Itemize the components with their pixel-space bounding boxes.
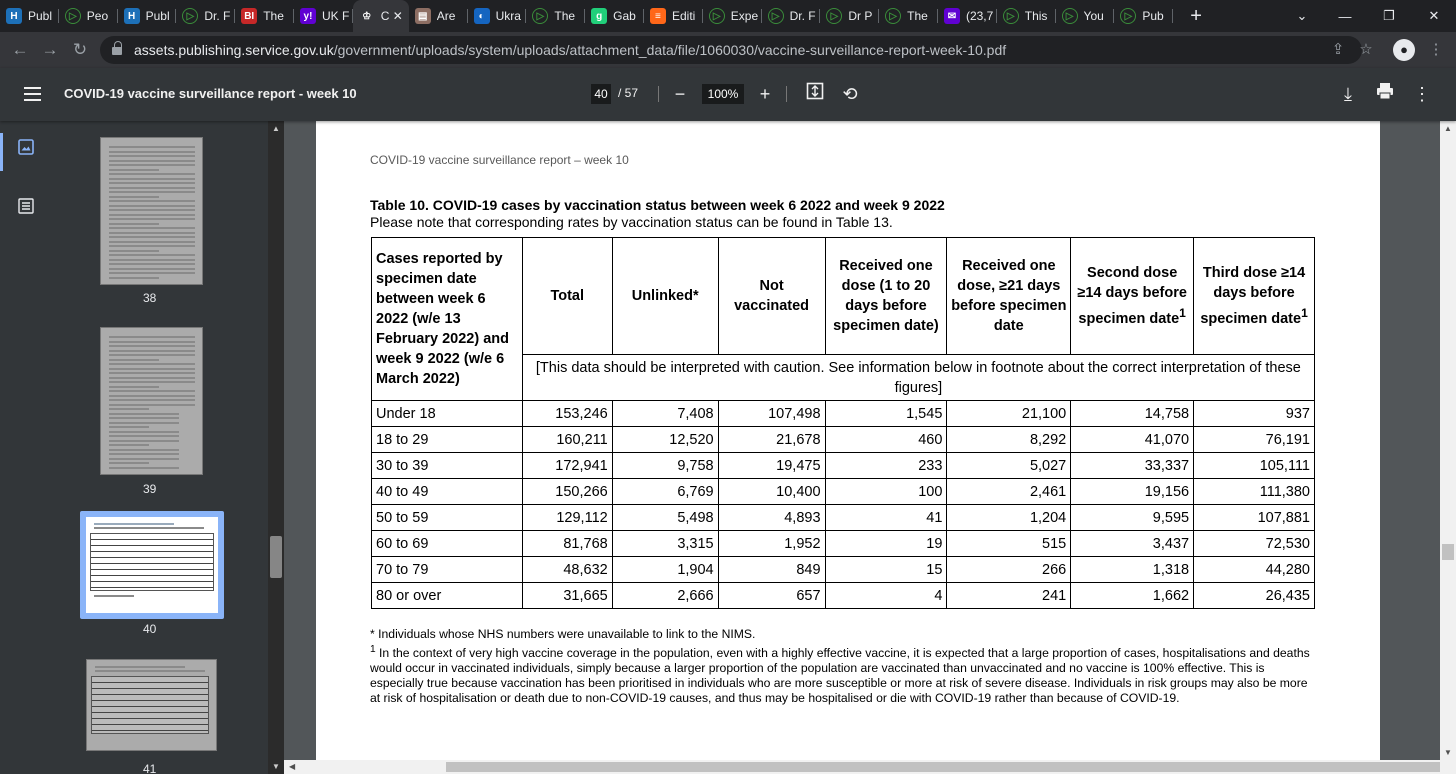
table-cell: 233 bbox=[825, 453, 947, 479]
thumbnail-text-line bbox=[109, 259, 195, 261]
yahoo-icon: y! bbox=[300, 8, 316, 24]
age-group-cell: Under 18 bbox=[372, 401, 523, 427]
table-cell: 1,318 bbox=[1071, 557, 1194, 583]
thumbnail-text-line bbox=[109, 458, 179, 460]
table-cell: 72,530 bbox=[1194, 531, 1315, 557]
thumbnail-text-line bbox=[109, 408, 149, 410]
scroll-down-arrow-icon[interactable]: ▼ bbox=[272, 762, 280, 771]
table-cell: 21,100 bbox=[947, 401, 1071, 427]
table-cell: 100 bbox=[825, 479, 947, 505]
globe-icon: ◐ bbox=[474, 8, 490, 24]
table-cell: 5,498 bbox=[612, 505, 718, 531]
table-cell: 8,292 bbox=[947, 427, 1071, 453]
url-host: assets.publishing.service.gov.uk bbox=[134, 42, 334, 58]
table-row bbox=[372, 557, 1315, 583]
thumbnail-text-line bbox=[109, 336, 195, 338]
play-icon: ▷ bbox=[1003, 8, 1019, 24]
thumbnail-text-line bbox=[109, 354, 195, 356]
table-cell: 41 bbox=[825, 505, 947, 531]
page-number-input[interactable]: 40 bbox=[591, 84, 611, 104]
thumbnail-text-line bbox=[109, 372, 195, 374]
table-row bbox=[372, 583, 1315, 609]
thumbnail-text-line bbox=[109, 218, 195, 220]
age-group-cell: 18 to 29 bbox=[372, 427, 523, 453]
browser-tab[interactable] bbox=[118, 0, 177, 32]
substack-icon: ≡ bbox=[650, 8, 666, 24]
tab-title: The bbox=[263, 9, 284, 23]
table-cell: 48,632 bbox=[522, 557, 612, 583]
play-icon: ▷ bbox=[532, 8, 548, 24]
play-icon: ▷ bbox=[768, 8, 784, 24]
tab-title: Pub bbox=[1142, 9, 1164, 23]
page-scroll-thumb[interactable] bbox=[1442, 544, 1454, 560]
thumbnail-text-line bbox=[109, 160, 195, 162]
table-cell: 41,070 bbox=[1071, 427, 1194, 453]
table-cell: 160,211 bbox=[522, 427, 612, 453]
table-cell: 2,666 bbox=[612, 583, 718, 609]
table-cell: 105,111 bbox=[1194, 453, 1315, 479]
page-thumbnail[interactable] bbox=[100, 327, 203, 475]
restore-icon[interactable]: ❐ bbox=[1383, 8, 1395, 23]
close-tab-icon[interactable]: ✕ bbox=[392, 9, 403, 23]
table-cell: 3,315 bbox=[612, 531, 718, 557]
tab-title: The bbox=[907, 9, 928, 23]
table-title: Table 10. COVID-19 cases by vaccination status between week 6 2022 and week 9 2022 bbox=[370, 197, 945, 213]
browser-tab[interactable] bbox=[1056, 0, 1115, 32]
table-cell: 6,769 bbox=[612, 479, 718, 505]
column-header: Received one dose (1 to 20 days before specimen date) bbox=[825, 238, 947, 355]
share-icon[interactable]: ⇪ bbox=[1331, 41, 1345, 58]
table-cell: 21,678 bbox=[718, 427, 825, 453]
reload-icon[interactable]: ↻ bbox=[72, 40, 88, 59]
thumbnail-text-line bbox=[109, 431, 179, 433]
table-cell: 153,246 bbox=[522, 401, 612, 427]
table-cell: 33,337 bbox=[1071, 453, 1194, 479]
browser-tab[interactable] bbox=[1114, 0, 1173, 32]
close-window-icon[interactable]: ✕ bbox=[1428, 8, 1440, 23]
crown-icon: ♔ bbox=[359, 8, 375, 24]
thumbnail-text-line bbox=[109, 467, 179, 469]
rotate-icon[interactable]: ⟲ bbox=[842, 84, 858, 104]
table-cell: 1,904 bbox=[612, 557, 718, 583]
column-header: Received one dose, ≥21 days before specimen date bbox=[947, 238, 1071, 355]
thumbnail-text-line bbox=[109, 453, 179, 455]
thumbnail-text-line bbox=[109, 191, 195, 193]
footnote-1: $^1$ In the context of very high vaccine coverage in the population, even with a highly effective vaccine, it is expected that a large proportion of cases, hospitalisations and deaths would occur in vaccinated individuals, simply because a larger proportion of the population are vaccinated than unvaccinated and no vaccine is 100% effective. This is especially true because vaccination has been prioritised in individuals who are more susceptible or more at risk of severe disease. Individuals in risk groups may also be more at risk of hospitalisation or death due to non-COVID-19 causes, and thus may be hospitalised or die with COVID-19 rather than because of COVID-19. bbox=[370, 644, 1310, 706]
tab-title: Peo bbox=[86, 9, 109, 23]
document-outline-icon[interactable] bbox=[18, 198, 46, 226]
page-total: / 57 bbox=[618, 86, 639, 100]
thumbnail-text-line bbox=[109, 196, 159, 198]
table-cell: 19 bbox=[825, 531, 947, 557]
lock-icon bbox=[112, 44, 122, 56]
browser-tab[interactable] bbox=[644, 0, 703, 32]
scroll-left-arrow-icon[interactable]: ◀ bbox=[289, 762, 296, 771]
column-header: Total bbox=[522, 238, 612, 355]
tab-title: Dr P bbox=[848, 9, 873, 23]
thumbnail-sidebar bbox=[0, 121, 268, 774]
browser-menu-icon[interactable]: ⋮ bbox=[1428, 41, 1444, 58]
age-group-cell: 70 to 79 bbox=[372, 557, 523, 583]
browser-tab[interactable] bbox=[585, 0, 644, 32]
thumbnail-text-line bbox=[109, 245, 195, 247]
thumbnail-text-line bbox=[109, 422, 179, 424]
thumbnail-text-line bbox=[109, 209, 195, 211]
table-cell: 5,027 bbox=[947, 453, 1071, 479]
tab-title: Gab bbox=[613, 9, 636, 23]
sidebar-menu-icon[interactable] bbox=[24, 87, 41, 101]
thumbnail-text-line bbox=[109, 241, 195, 243]
zoom-in-icon[interactable]: + bbox=[759, 84, 771, 104]
browser-tab[interactable] bbox=[0, 0, 59, 32]
thumbnail-text-line bbox=[109, 263, 195, 265]
table-cell: 19,156 bbox=[1071, 479, 1194, 505]
address-bar[interactable] bbox=[100, 36, 1362, 64]
tab-title: Are bbox=[436, 9, 456, 23]
table-cell: 12,520 bbox=[612, 427, 718, 453]
column-header: Second dose ≥14 days before specimen date$^1$ bbox=[1071, 238, 1194, 355]
pdf-more-icon[interactable]: ⋮ bbox=[1413, 84, 1431, 104]
tab-strip bbox=[0, 0, 1456, 32]
thumbnail-page-number: 40 bbox=[143, 622, 157, 636]
table-cell: 937 bbox=[1194, 401, 1315, 427]
pdf-toolbar bbox=[0, 68, 1456, 121]
thumbnail-text-line bbox=[109, 359, 159, 361]
scroll-up-arrow-icon[interactable]: ▲ bbox=[1444, 124, 1452, 133]
thumbnail-text-line bbox=[109, 146, 195, 148]
thumbnail-text-line bbox=[109, 386, 159, 388]
table-cell: 9,595 bbox=[1071, 505, 1194, 531]
tab-title: This bbox=[1024, 9, 1048, 23]
thumbnail-text-line bbox=[109, 417, 179, 419]
thumbnail-text-line bbox=[109, 155, 195, 157]
browser-tab[interactable] bbox=[409, 0, 468, 32]
thumbnail-text-line bbox=[109, 345, 195, 347]
thumbnail-text-line bbox=[109, 368, 195, 370]
age-group-cell: 50 to 59 bbox=[372, 505, 523, 531]
thumbnail-text-line bbox=[109, 187, 195, 189]
thumbnail-text-line bbox=[109, 426, 149, 428]
url-path: /government/uploads/system/uploads/attachment_data/file/1060030/vaccine-surveillance-report-week-10.pdf bbox=[333, 42, 1007, 58]
browser-tab[interactable] bbox=[997, 0, 1056, 32]
thumbnail-text-line bbox=[109, 390, 195, 392]
table-cell: 1,952 bbox=[718, 531, 825, 557]
document-title: COVID-19 vaccine surveillance report - week 10 bbox=[64, 86, 357, 101]
table-cell: 849 bbox=[718, 557, 825, 583]
thumbnail-text-line bbox=[109, 254, 195, 256]
thumbnail-text-line bbox=[109, 440, 179, 442]
table-cell: 26,435 bbox=[1194, 583, 1315, 609]
browser-tab[interactable] bbox=[294, 0, 353, 32]
thumbnail-text-line bbox=[109, 377, 195, 379]
table-row bbox=[372, 427, 1315, 453]
age-group-cell: 60 to 69 bbox=[372, 531, 523, 557]
table-cell: 7,408 bbox=[612, 401, 718, 427]
profile-avatar-icon[interactable]: ● bbox=[1393, 39, 1415, 61]
pdf-page bbox=[316, 121, 1380, 760]
thumbnail-text-line bbox=[109, 227, 195, 229]
column-header: Not vaccinated bbox=[718, 238, 825, 355]
table-cell: 1,545 bbox=[825, 401, 947, 427]
caution-note: [This data should be interpreted with caution. See information below in footnote about the correct interpretation of these figures] bbox=[522, 355, 1314, 401]
news-icon: ▤ bbox=[415, 8, 431, 24]
row-header-cell bbox=[372, 238, 523, 401]
table-cell: 19,475 bbox=[718, 453, 825, 479]
tab-title: Ukra bbox=[495, 9, 521, 23]
thumbnail-text-line bbox=[109, 277, 159, 279]
new-tab-icon[interactable]: + bbox=[1190, 4, 1202, 27]
page-thumbnail[interactable] bbox=[100, 137, 203, 285]
table-cell: 3,437 bbox=[1071, 531, 1194, 557]
thumbnail-text-line bbox=[109, 363, 195, 365]
thumbnail-text-line bbox=[109, 232, 195, 234]
health-icon: H bbox=[6, 8, 22, 24]
table-cell: 15 bbox=[825, 557, 947, 583]
footnotes bbox=[370, 627, 1310, 706]
browser-tab[interactable] bbox=[938, 0, 997, 32]
tab-title: UK F bbox=[321, 9, 350, 23]
table-cell: 460 bbox=[825, 427, 947, 453]
table-cell: 76,191 bbox=[1194, 427, 1315, 453]
table-cell: 31,665 bbox=[522, 583, 612, 609]
table-cell: 1,204 bbox=[947, 505, 1071, 531]
browser-tab[interactable] bbox=[59, 0, 118, 32]
age-group-cell: 80 or over bbox=[372, 583, 523, 609]
browser-tab[interactable] bbox=[353, 0, 409, 32]
thumbnail-text-line bbox=[109, 164, 195, 166]
column-header: Third dose ≥14 days before specimen date$^1$ bbox=[1194, 238, 1315, 355]
tab-title: (23,7 bbox=[965, 9, 994, 23]
play-icon: ▷ bbox=[65, 8, 81, 24]
thumbnail-page-number: 38 bbox=[143, 291, 157, 305]
column-header: Unlinked* bbox=[612, 238, 718, 355]
table-cell: 44,280 bbox=[1194, 557, 1315, 583]
thumbnail-text-line bbox=[109, 200, 195, 202]
tab-title: Editi bbox=[671, 9, 696, 23]
scroll-down-arrow-icon[interactable]: ▼ bbox=[1444, 748, 1452, 757]
sidebar-scrollbar[interactable] bbox=[268, 121, 284, 774]
row-header-text: Cases reported by specimen date between week 6 2022 (w/e 13 February 2022) and week 9 2022 (w/e 6 March 2022) bbox=[376, 251, 509, 387]
page-scrollbar[interactable] bbox=[1440, 121, 1456, 774]
table-row bbox=[372, 505, 1315, 531]
tab-title: You bbox=[1083, 9, 1104, 23]
table-cell: 1,662 bbox=[1071, 583, 1194, 609]
table-cell: 2,461 bbox=[947, 479, 1071, 505]
footnote-star: * Individuals whose NHS numbers were unavailable to link to the NIMS. bbox=[370, 627, 756, 641]
thumbnail-text-line bbox=[109, 395, 195, 397]
running-header: COVID-19 vaccine surveillance report – week 10 bbox=[370, 153, 629, 167]
table-cell: 9,758 bbox=[612, 453, 718, 479]
thumbnail-text-line bbox=[109, 381, 195, 383]
thumbnail-text-line bbox=[109, 350, 195, 352]
table-cell: 14,758 bbox=[1071, 401, 1194, 427]
health-icon: H bbox=[124, 8, 140, 24]
browser-tab[interactable] bbox=[879, 0, 938, 32]
play-icon: ▷ bbox=[709, 8, 725, 24]
gab-icon: g bbox=[591, 8, 607, 24]
play-icon: ▷ bbox=[1062, 8, 1078, 24]
browser-tab[interactable] bbox=[820, 0, 879, 32]
table-row bbox=[372, 453, 1315, 479]
play-icon: ▷ bbox=[182, 8, 198, 24]
table-row bbox=[372, 401, 1315, 427]
scroll-up-arrow-icon[interactable]: ▲ bbox=[272, 124, 280, 133]
table-cell: 111,380 bbox=[1194, 479, 1315, 505]
page-thumbnail-selected[interactable] bbox=[86, 517, 218, 613]
minimize-icon[interactable]: — bbox=[1338, 8, 1352, 24]
thumbnail-text-line bbox=[109, 268, 195, 270]
zoom-input[interactable]: 100% bbox=[702, 84, 744, 104]
browser-tab[interactable] bbox=[703, 0, 762, 32]
browser-toolbar bbox=[0, 32, 1456, 68]
thumbnails-view-icon[interactable] bbox=[18, 139, 46, 167]
thumbnail-text-line bbox=[109, 182, 195, 184]
thumbnail-text-line bbox=[109, 413, 179, 415]
thumbnail-text-line bbox=[109, 449, 179, 451]
selected-tab-indicator bbox=[0, 133, 3, 171]
thumbnail-text-line bbox=[109, 151, 195, 153]
download-icon[interactable]: ⤓ bbox=[1344, 84, 1352, 104]
table-cell: 81,768 bbox=[522, 531, 612, 557]
tab-title: C bbox=[380, 9, 390, 23]
footnote-marker: 1 bbox=[370, 644, 376, 655]
table-cell: 4 bbox=[825, 583, 947, 609]
browser-tab[interactable] bbox=[526, 0, 585, 32]
age-group-cell: 30 to 39 bbox=[372, 453, 523, 479]
thumbnail-text-line bbox=[109, 404, 195, 406]
table-cell: 657 bbox=[718, 583, 825, 609]
back-icon[interactable]: ← bbox=[11, 40, 29, 59]
table-cell: 4,893 bbox=[718, 505, 825, 531]
thumbnail-text-line bbox=[109, 435, 179, 437]
play-icon: ▷ bbox=[885, 8, 901, 24]
browser-tab[interactable] bbox=[176, 0, 235, 32]
tab-title: Publ bbox=[28, 9, 53, 23]
browser-tab[interactable] bbox=[762, 0, 821, 32]
page-thumbnail[interactable] bbox=[86, 659, 217, 751]
play-icon: ▷ bbox=[826, 8, 842, 24]
table-cell: 241 bbox=[947, 583, 1071, 609]
table-subtitle: Please note that corresponding rates by vaccination status can be found in Table 13. bbox=[370, 214, 893, 230]
table-cell: 515 bbox=[947, 531, 1071, 557]
thumbnail-text-line bbox=[109, 236, 195, 238]
thumbnail-text-line bbox=[109, 444, 149, 446]
thumbnail-text-line bbox=[109, 272, 195, 274]
thumbnail-text-line bbox=[109, 223, 159, 225]
vaccination-status-table bbox=[371, 237, 1315, 609]
print-icon[interactable] bbox=[1373, 82, 1397, 106]
zoom-out-icon[interactable]: − bbox=[674, 84, 686, 104]
thumbnail-text-line bbox=[109, 173, 195, 175]
table-cell: 150,266 bbox=[522, 479, 612, 505]
tab-title: Publ bbox=[145, 9, 170, 23]
table-cell: 10,400 bbox=[718, 479, 825, 505]
sidebar-scroll-thumb[interactable] bbox=[270, 536, 282, 578]
toolbar-divider bbox=[786, 86, 787, 102]
superscript: 1 bbox=[1301, 306, 1308, 321]
superscript: 1 bbox=[1179, 306, 1186, 321]
table-row bbox=[372, 531, 1315, 557]
thumbnail-text-line bbox=[109, 250, 159, 252]
thumbnail-page-number: 39 bbox=[143, 482, 157, 496]
bookmark-star-icon[interactable]: ☆ bbox=[1359, 41, 1373, 58]
toolbar-divider bbox=[658, 86, 659, 102]
table-cell: 129,112 bbox=[522, 505, 612, 531]
forward-icon[interactable]: → bbox=[41, 40, 59, 59]
tab-title: Expe bbox=[730, 9, 759, 23]
table-cell: 266 bbox=[947, 557, 1071, 583]
thumbnail-text-line bbox=[109, 205, 195, 207]
bi-icon: BI bbox=[241, 8, 257, 24]
thumbnail-text-line bbox=[109, 341, 195, 343]
browser-tab[interactable] bbox=[235, 0, 294, 32]
thumbnail-text-line bbox=[109, 169, 159, 171]
tab-title: The bbox=[554, 9, 576, 23]
fit-to-page-icon[interactable] bbox=[803, 82, 827, 106]
thumbnail-text-line bbox=[109, 214, 195, 216]
mail-icon: ✉ bbox=[944, 8, 960, 24]
table-row bbox=[372, 479, 1315, 505]
thumbnail-text-line bbox=[109, 178, 195, 180]
tab-title: Dr. F bbox=[789, 9, 816, 23]
tab-search-icon[interactable]: ⌄ bbox=[1296, 8, 1308, 23]
horizontal-scroll-thumb[interactable] bbox=[446, 762, 1440, 772]
play-icon: ▷ bbox=[1120, 8, 1136, 24]
thumbnail-page-number: 41 bbox=[143, 762, 157, 774]
age-group-cell: 40 to 49 bbox=[372, 479, 523, 505]
thumbnail-text-line bbox=[109, 399, 195, 401]
table-cell: 107,498 bbox=[718, 401, 825, 427]
table-cell: 172,941 bbox=[522, 453, 612, 479]
tab-title: Dr. F bbox=[204, 9, 231, 23]
thumbnail-text-line bbox=[109, 462, 149, 464]
browser-tab[interactable] bbox=[468, 0, 527, 32]
table-cell: 107,881 bbox=[1194, 505, 1315, 531]
